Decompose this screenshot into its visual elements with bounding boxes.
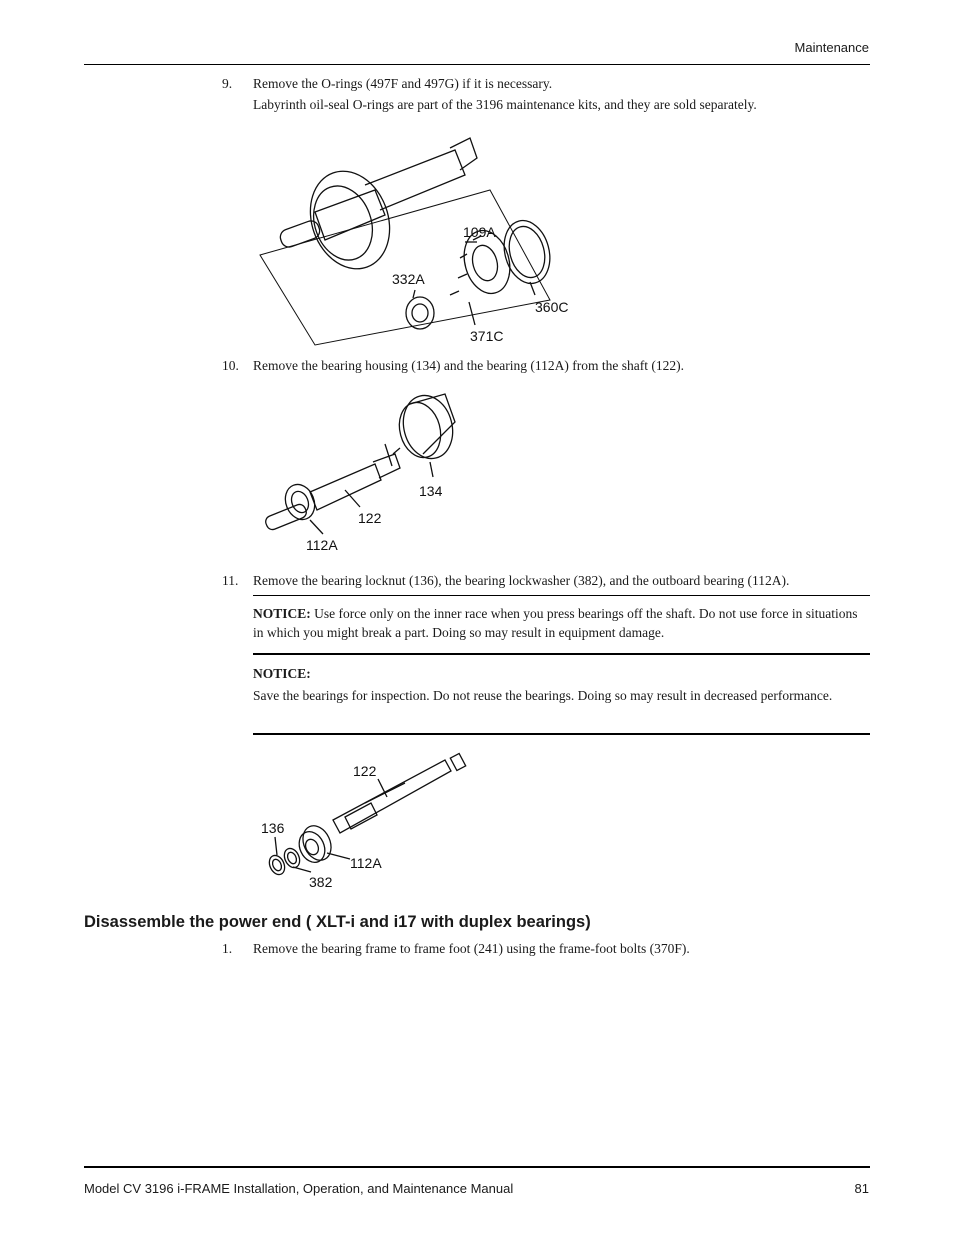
notice-box-2 <box>253 664 870 705</box>
step-number: 10. <box>222 358 239 373</box>
running-header: Maintenance <box>794 40 869 55</box>
notice-text: Use force only on the inner race when you press bearings off the shaft. Do not use force in situations in which you might break a part. Doing so may result in equipment damage. <box>253 606 858 640</box>
callout: 112A <box>350 855 382 871</box>
step-text: Remove the bearing locknut (136), the bearing lockwasher (382), and the outboard bearing (112A). <box>253 573 790 588</box>
notice-top-rule <box>253 595 870 596</box>
callout: 134 <box>419 483 443 499</box>
callout: 360C <box>535 299 569 315</box>
step-number: 1. <box>222 941 233 956</box>
callout: 371C <box>470 328 504 344</box>
callout: 122 <box>353 763 377 779</box>
notice-label: NOTICE: <box>253 666 311 681</box>
callout: 136 <box>261 820 285 836</box>
footer-title: Model CV 3196 i-FRAME Installation, Operation, and Maintenance Manual <box>84 1181 514 1196</box>
step-text: Remove the O-rings (497F and 497G) if it is necessary. <box>253 76 553 91</box>
step-number: 9. <box>222 76 233 91</box>
callout: 109A <box>463 224 496 240</box>
callout: 112A <box>306 537 338 553</box>
footer-rule <box>84 1166 870 1168</box>
notice-bottom-rule <box>253 733 870 735</box>
header-rule <box>84 64 870 65</box>
notice-box-1 <box>253 604 870 642</box>
step-text: Remove the bearing housing (134) and the bearing (112A) from the shaft (122). <box>253 358 685 373</box>
page-number: 81 <box>854 1181 869 1196</box>
callout: 382 <box>309 874 333 890</box>
figure-locknut-bearing-removal <box>255 755 470 895</box>
figure-bearing-housing-removal <box>255 392 470 557</box>
notice-label: NOTICE: <box>253 606 311 621</box>
callout: 332A <box>392 271 425 287</box>
notice-separator <box>253 653 870 655</box>
figure-oil-seal-removal <box>255 130 575 350</box>
step-number: 11. <box>222 573 239 588</box>
callout: 122 <box>358 510 382 526</box>
section-heading: Disassemble the power end ( XLT-i and i17 with duplex bearings) <box>84 913 591 931</box>
step-9-note: Labyrinth oil-seal O-rings are part of the 3196 maintenance kits, and they are sold separately. <box>253 97 757 112</box>
step-text: Remove the bearing frame to frame foot (241) using the frame-foot bolts (370F). <box>253 941 690 956</box>
notice-text: Save the bearings for inspection. Do not reuse the bearings. Doing so may result in decreased performance. <box>253 688 833 703</box>
